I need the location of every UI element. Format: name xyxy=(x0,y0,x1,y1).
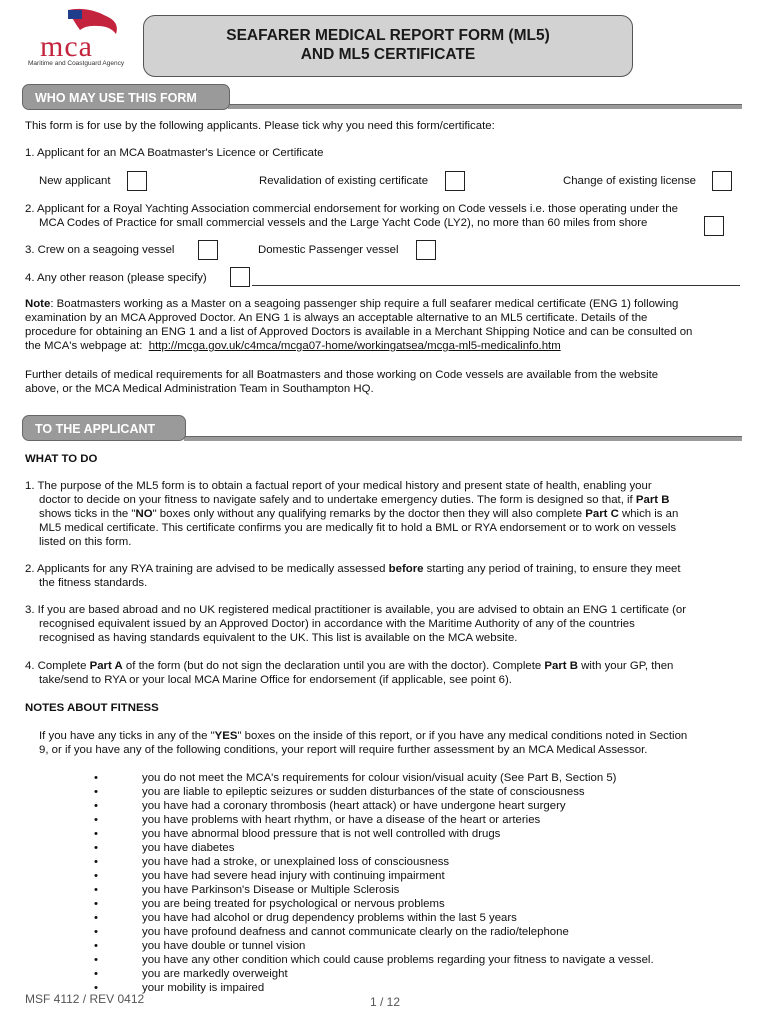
bullet-marker: • xyxy=(94,912,98,924)
rya-checkbox[interactable] xyxy=(704,216,724,236)
section1-heading: WHO MAY USE THIS FORM xyxy=(22,84,230,110)
p4-l1c: of the form (but do not sign the declaration until you are with the doctor). Complete xyxy=(122,660,545,672)
list-item: you have had a stroke, or unexplained loss of consciousness xyxy=(142,856,450,868)
bullet-marker: • xyxy=(94,814,98,826)
list-item: you have had a coronary thrombosis (heart attack) or have undergone heart surgery xyxy=(142,800,566,812)
p4-l1e: with your GP, then xyxy=(577,660,674,672)
bullet-marker: • xyxy=(94,940,98,952)
bullet-marker: • xyxy=(94,968,98,980)
p4-l1a: 4. Complete xyxy=(25,660,90,672)
further-line1: Further details of medical requirements for all Boatmasters and those working on Code vessels are available from the website xyxy=(25,369,659,381)
no-ref: NO xyxy=(135,508,153,520)
p2-l1c: starting any period of training, to ensure they meet xyxy=(423,563,681,575)
bullet-marker: • xyxy=(94,898,98,910)
p1-line2 xyxy=(39,494,669,506)
list-item: you have diabetes xyxy=(142,842,235,854)
notes-line1 xyxy=(39,730,687,742)
list-item: you are being treated for psychological or nervous problems xyxy=(142,898,445,910)
p1-line2-text: doctor to decide on your fitness to navigate safely and to undertake emergency duties. The form is designed so that, if xyxy=(39,494,636,506)
part-b-ref: Part B xyxy=(635,494,670,506)
list-item: you are liable to epileptic seizures or sudden disturbances of the state of consciousness xyxy=(142,786,585,798)
notes-l1a: If you have any ticks in any of the " xyxy=(39,730,215,742)
p2-l1a: 2. Applicants for any RYA training are advised to be medically assessed xyxy=(25,563,389,575)
p1-line1: 1. The purpose of the ML5 form is to obtain a factual report of your medical history and present state of health, enabling your xyxy=(25,480,652,492)
section1-rule xyxy=(228,104,742,109)
domestic-label: Domestic Passenger vessel xyxy=(258,244,399,256)
section2-rule xyxy=(184,436,742,441)
what-to-do-heading: WHAT TO DO xyxy=(25,453,98,465)
list-item: you have abnormal blood pressure that is not well controlled with drugs xyxy=(142,828,501,840)
other-reason-input[interactable] xyxy=(252,285,740,286)
new-applicant-checkbox[interactable] xyxy=(127,171,147,191)
note-line2: examination by an MCA Approved Doctor. An ENG 1 is always an acceptable alternative to an ML5 certificate. Details of the xyxy=(25,312,648,324)
notes-l1c: " boxes on the inside of this report, or if you have any medical conditions noted in Section xyxy=(237,730,688,742)
p3-line2: recognised equivalent issued by an Approved Doctor) in accordance with the Maritime Authority of any of the countries xyxy=(39,618,635,630)
p1-l3a: shows ticks in the " xyxy=(39,508,136,520)
list-item: you have had severe head injury with continuing impairment xyxy=(142,870,445,882)
part-a-ref: Part A xyxy=(89,660,123,672)
note-line4 xyxy=(25,340,561,352)
revalidation-label: Revalidation of existing certificate xyxy=(259,175,429,187)
logo-wordmark: mca xyxy=(40,30,93,63)
item2-line1: 2. Applicant for a Royal Yachting Association commercial endorsement for working on Code vessels i.e. those operating under the xyxy=(25,203,679,215)
p4-line2: take/send to RYA or your local MCA Marine Office for endorsement (if applicable, see point 6). xyxy=(39,674,512,686)
p2-line2: the fitness standards. xyxy=(39,577,148,589)
note-line4-text: the MCA's webpage at: xyxy=(25,340,143,352)
before-word: before xyxy=(388,563,424,575)
bullet-marker: • xyxy=(94,786,98,798)
p1-l3e: which is an xyxy=(618,508,679,520)
bullet-marker: • xyxy=(94,772,98,784)
notes-heading: NOTES ABOUT FITNESS xyxy=(25,702,159,714)
part-b-ref-2: Part B xyxy=(544,660,578,672)
page-number: 1 / 12 xyxy=(370,995,401,1009)
item4-text: 4. Any other reason (please specify) xyxy=(25,272,207,284)
list-item: you are markedly overweight xyxy=(142,968,288,980)
title-line-2: AND ML5 CERTIFICATE xyxy=(300,46,476,63)
form-title xyxy=(143,15,633,77)
list-item: you have double or tunnel vision xyxy=(142,940,306,952)
revalidation-checkbox[interactable] xyxy=(445,171,465,191)
bullet-marker: • xyxy=(94,856,98,868)
bullet-marker: • xyxy=(94,870,98,882)
other-reason-checkbox[interactable] xyxy=(230,267,250,287)
title-line-1: SEAFARER MEDICAL REPORT FORM (ML5) xyxy=(226,27,550,44)
bullet-marker: • xyxy=(94,884,98,896)
bullet-marker: • xyxy=(94,926,98,938)
item1-text: 1. Applicant for an MCA Boatmaster's Licence or Certificate xyxy=(25,147,324,159)
crew-seagoing-checkbox[interactable] xyxy=(198,240,218,260)
yes-ref: YES xyxy=(214,730,238,742)
part-c-ref: Part C xyxy=(585,508,619,520)
p3-line1: 3. If you are based abroad and no UK registered medical practitioner is available, you are advised to obtain an ENG 1 certificate (or xyxy=(25,604,687,616)
p3-line3: recognised as having standards equivalent to the UK. This list is available on the MCA website. xyxy=(39,632,518,644)
further-line2: above, or the MCA Medical Administration Team in Southampton HQ. xyxy=(25,383,374,395)
bullet-marker: • xyxy=(94,982,98,994)
p1-line3 xyxy=(39,508,678,520)
note-label: Note xyxy=(25,298,51,310)
p2-line1 xyxy=(25,563,681,575)
intro-text: This form is for use by the following applicants. Please tick why you need this form/certificate: xyxy=(25,120,495,132)
p1-line4: ML5 medical certificate. This certificate confirms you are medically fit to hold a BML or RYA endorsement or to work on vessels xyxy=(39,522,677,534)
bullet-marker: • xyxy=(94,828,98,840)
section2-heading: TO THE APPLICANT xyxy=(22,415,186,441)
bullet-marker: • xyxy=(94,954,98,966)
note-line1 xyxy=(25,298,678,310)
ml5-info-link[interactable]: http://mcga.gov.uk/c4mca/mcga07-home/workingatsea/mcga-ml5-medicalinfo.htm xyxy=(148,340,561,352)
note-line1-text: : Boatmasters working as a Master on a seagoing passenger ship require a full seafarer medical certificate (ENG 1) following xyxy=(50,298,679,310)
list-item: you have any other condition which could cause problems regarding your fitness to navigate a vessel. xyxy=(142,954,654,966)
bullet-marker: • xyxy=(94,800,98,812)
logo-subtitle: Maritime and Coastguard Agency xyxy=(28,60,125,67)
item3-text: 3. Crew on a seagoing vessel xyxy=(25,244,175,256)
list-item: you have problems with heart rhythm, or have a disease of the heart or arteries xyxy=(142,814,541,826)
form-reference: MSF 4112 / REV 0412 xyxy=(25,992,145,1006)
list-item: your mobility is impaired xyxy=(142,982,265,994)
list-item: you do not meet the MCA's requirements for colour vision/visual acuity (See Part B, Section 5) xyxy=(142,772,617,784)
item2-line2: MCA Codes of Practice for small commercial vessels and the Large Yacht Code (LY2), no more than 60 miles from shore xyxy=(39,217,648,229)
p1-line5: listed on this form. xyxy=(39,536,132,548)
note-line3: procedure for obtaining an ENG 1 and a list of Approved Doctors is available in a Merchant Shipping Notice and can be consulted on xyxy=(25,326,693,338)
p4-line1 xyxy=(25,660,673,672)
new-applicant-label: New applicant xyxy=(39,175,111,187)
list-item: you have profound deafness and cannot communicate clearly on the radio/telephone xyxy=(142,926,569,938)
notes-line2: 9, or if you have any of the following conditions, your report will require further assessment by an MCA Medical Assessor. xyxy=(39,744,648,756)
p1-l3c: " boxes only without any qualifying remarks by the doctor then they will also complete xyxy=(152,508,586,520)
list-item: you have had alcohol or drug dependency problems within the last 5 years xyxy=(142,912,517,924)
change-license-label: Change of existing license xyxy=(563,175,696,187)
change-license-checkbox[interactable] xyxy=(712,171,732,191)
domestic-checkbox[interactable] xyxy=(416,240,436,260)
list-item: you have Parkinson's Disease or Multiple Sclerosis xyxy=(142,884,400,896)
bullet-marker: • xyxy=(94,842,98,854)
